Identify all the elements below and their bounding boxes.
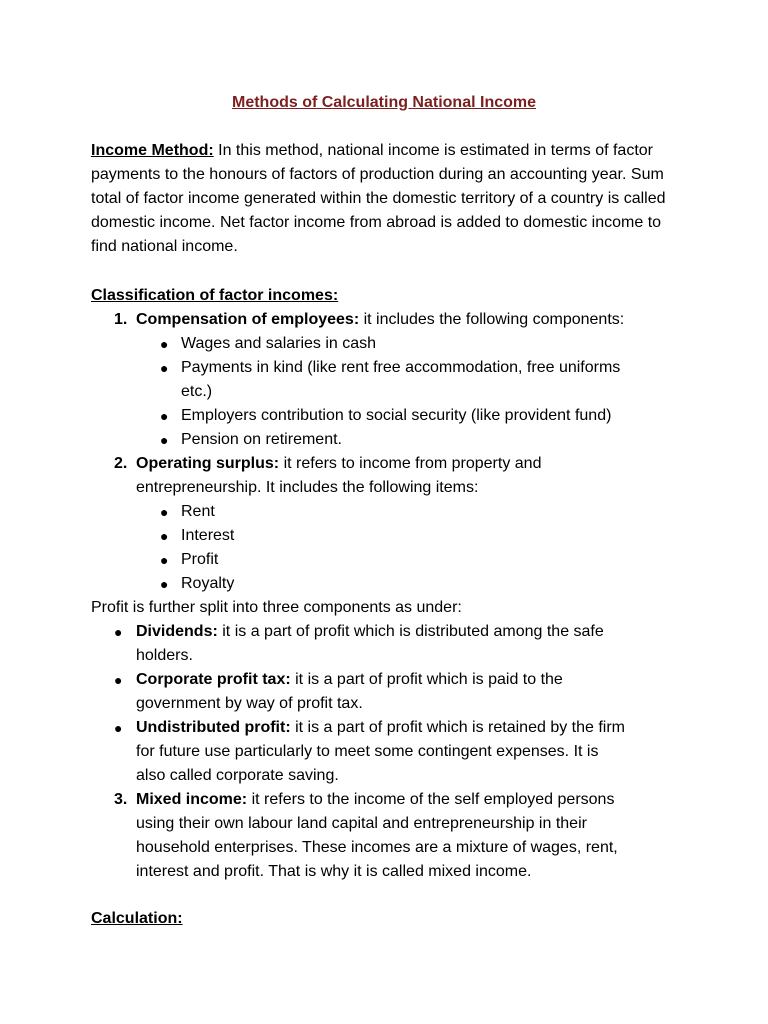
list-item-dividends xyxy=(136,620,604,644)
list-item-mixed-income xyxy=(136,788,614,812)
list-number-2: 2. xyxy=(114,455,128,472)
list-number-1: 1. xyxy=(114,311,128,328)
list-item-corporate-tax xyxy=(136,668,563,692)
mixed-income-label: Mixed income: xyxy=(136,791,248,808)
operating-surplus-text: it refers to income from property and xyxy=(283,455,542,472)
undistributed-profit-text-cont: also called corporate saving. xyxy=(136,767,339,784)
list-item: Interest xyxy=(181,527,235,544)
bullet-icon: ● xyxy=(114,624,123,640)
list-item: Profit xyxy=(181,551,219,568)
classification-heading: Classification of factor incomes: xyxy=(91,287,339,304)
operating-surplus-label: Operating surplus: xyxy=(136,455,280,472)
profit-split-text: Profit is further split into three components as under: xyxy=(91,599,462,616)
list-item: Payments in kind (like rent free accommodation, free uniforms xyxy=(181,359,621,376)
mixed-income-text-cont: interest and profit. That is why it is called mixed income. xyxy=(136,863,532,880)
corporate-tax-label: Corporate profit tax: xyxy=(136,671,291,688)
list-item-continuation: etc.) xyxy=(181,383,213,400)
mixed-income-text-cont: using their own labour land capital and entrepreneurship in their xyxy=(136,815,587,832)
bullet-icon: ● xyxy=(160,504,169,520)
dividends-text: it is a part of profit which is distributed among the safe xyxy=(222,623,604,640)
income-method-text: In this method, national income is estimated in terms of factor payments to the honours of factors of production during an accounting year. Sum total of factor income generated within the domestic territory of a country is called domestic income. Net factor income from abroad is added to domestic income to find national income. xyxy=(91,142,666,255)
bullet-icon: ● xyxy=(114,672,123,688)
operating-surplus-text-cont: entrepreneurship. It includes the following items: xyxy=(136,479,479,496)
list-item: Royalty xyxy=(181,575,235,592)
bullet-icon: ● xyxy=(160,576,169,592)
page-title: Methods of Calculating National Income xyxy=(231,94,537,111)
income-method-label: Income Method: xyxy=(91,142,214,159)
compensation-label: Compensation of employees: xyxy=(136,311,360,328)
dividends-label: Dividends: xyxy=(136,623,218,640)
compensation-text: it includes the following components: xyxy=(363,311,625,328)
undistributed-profit-label: Undistributed profit: xyxy=(136,719,291,736)
list-item: Pension on retirement. xyxy=(181,431,342,448)
undistributed-profit-text-cont: for future use particularly to meet some contingent expenses. It is xyxy=(136,743,599,760)
dividends-text-cont: holders. xyxy=(136,647,193,664)
income-method-paragraph xyxy=(91,139,681,259)
corporate-tax-text-cont: government by way of profit tax. xyxy=(136,695,363,712)
mixed-income-text-cont: household enterprises. These incomes are a mixture of wages, rent, xyxy=(136,839,618,856)
bullet-icon: ● xyxy=(160,552,169,568)
bullet-icon: ● xyxy=(160,336,169,352)
mixed-income-text: it refers to the income of the self employed persons xyxy=(251,791,615,808)
bullet-icon: ● xyxy=(160,360,169,376)
bullet-icon: ● xyxy=(114,720,123,736)
list-item: Rent xyxy=(181,503,215,520)
bullet-icon: ● xyxy=(160,408,169,424)
undistributed-profit-text: it is a part of profit which is retained by the firm xyxy=(295,719,626,736)
list-item: Wages and salaries in cash xyxy=(181,335,377,352)
bullet-icon: ● xyxy=(160,528,169,544)
calculation-heading: Calculation: xyxy=(91,910,183,927)
list-number-3: 3. xyxy=(114,791,128,808)
corporate-tax-text: it is a part of profit which is paid to the xyxy=(295,671,563,688)
list-item-undistributed-profit xyxy=(136,716,625,740)
list-item-compensation xyxy=(136,308,624,332)
list-item-operating-surplus xyxy=(136,452,541,476)
bullet-icon: ● xyxy=(160,432,169,448)
list-item: Employers contribution to social security (like provident fund) xyxy=(181,407,612,424)
